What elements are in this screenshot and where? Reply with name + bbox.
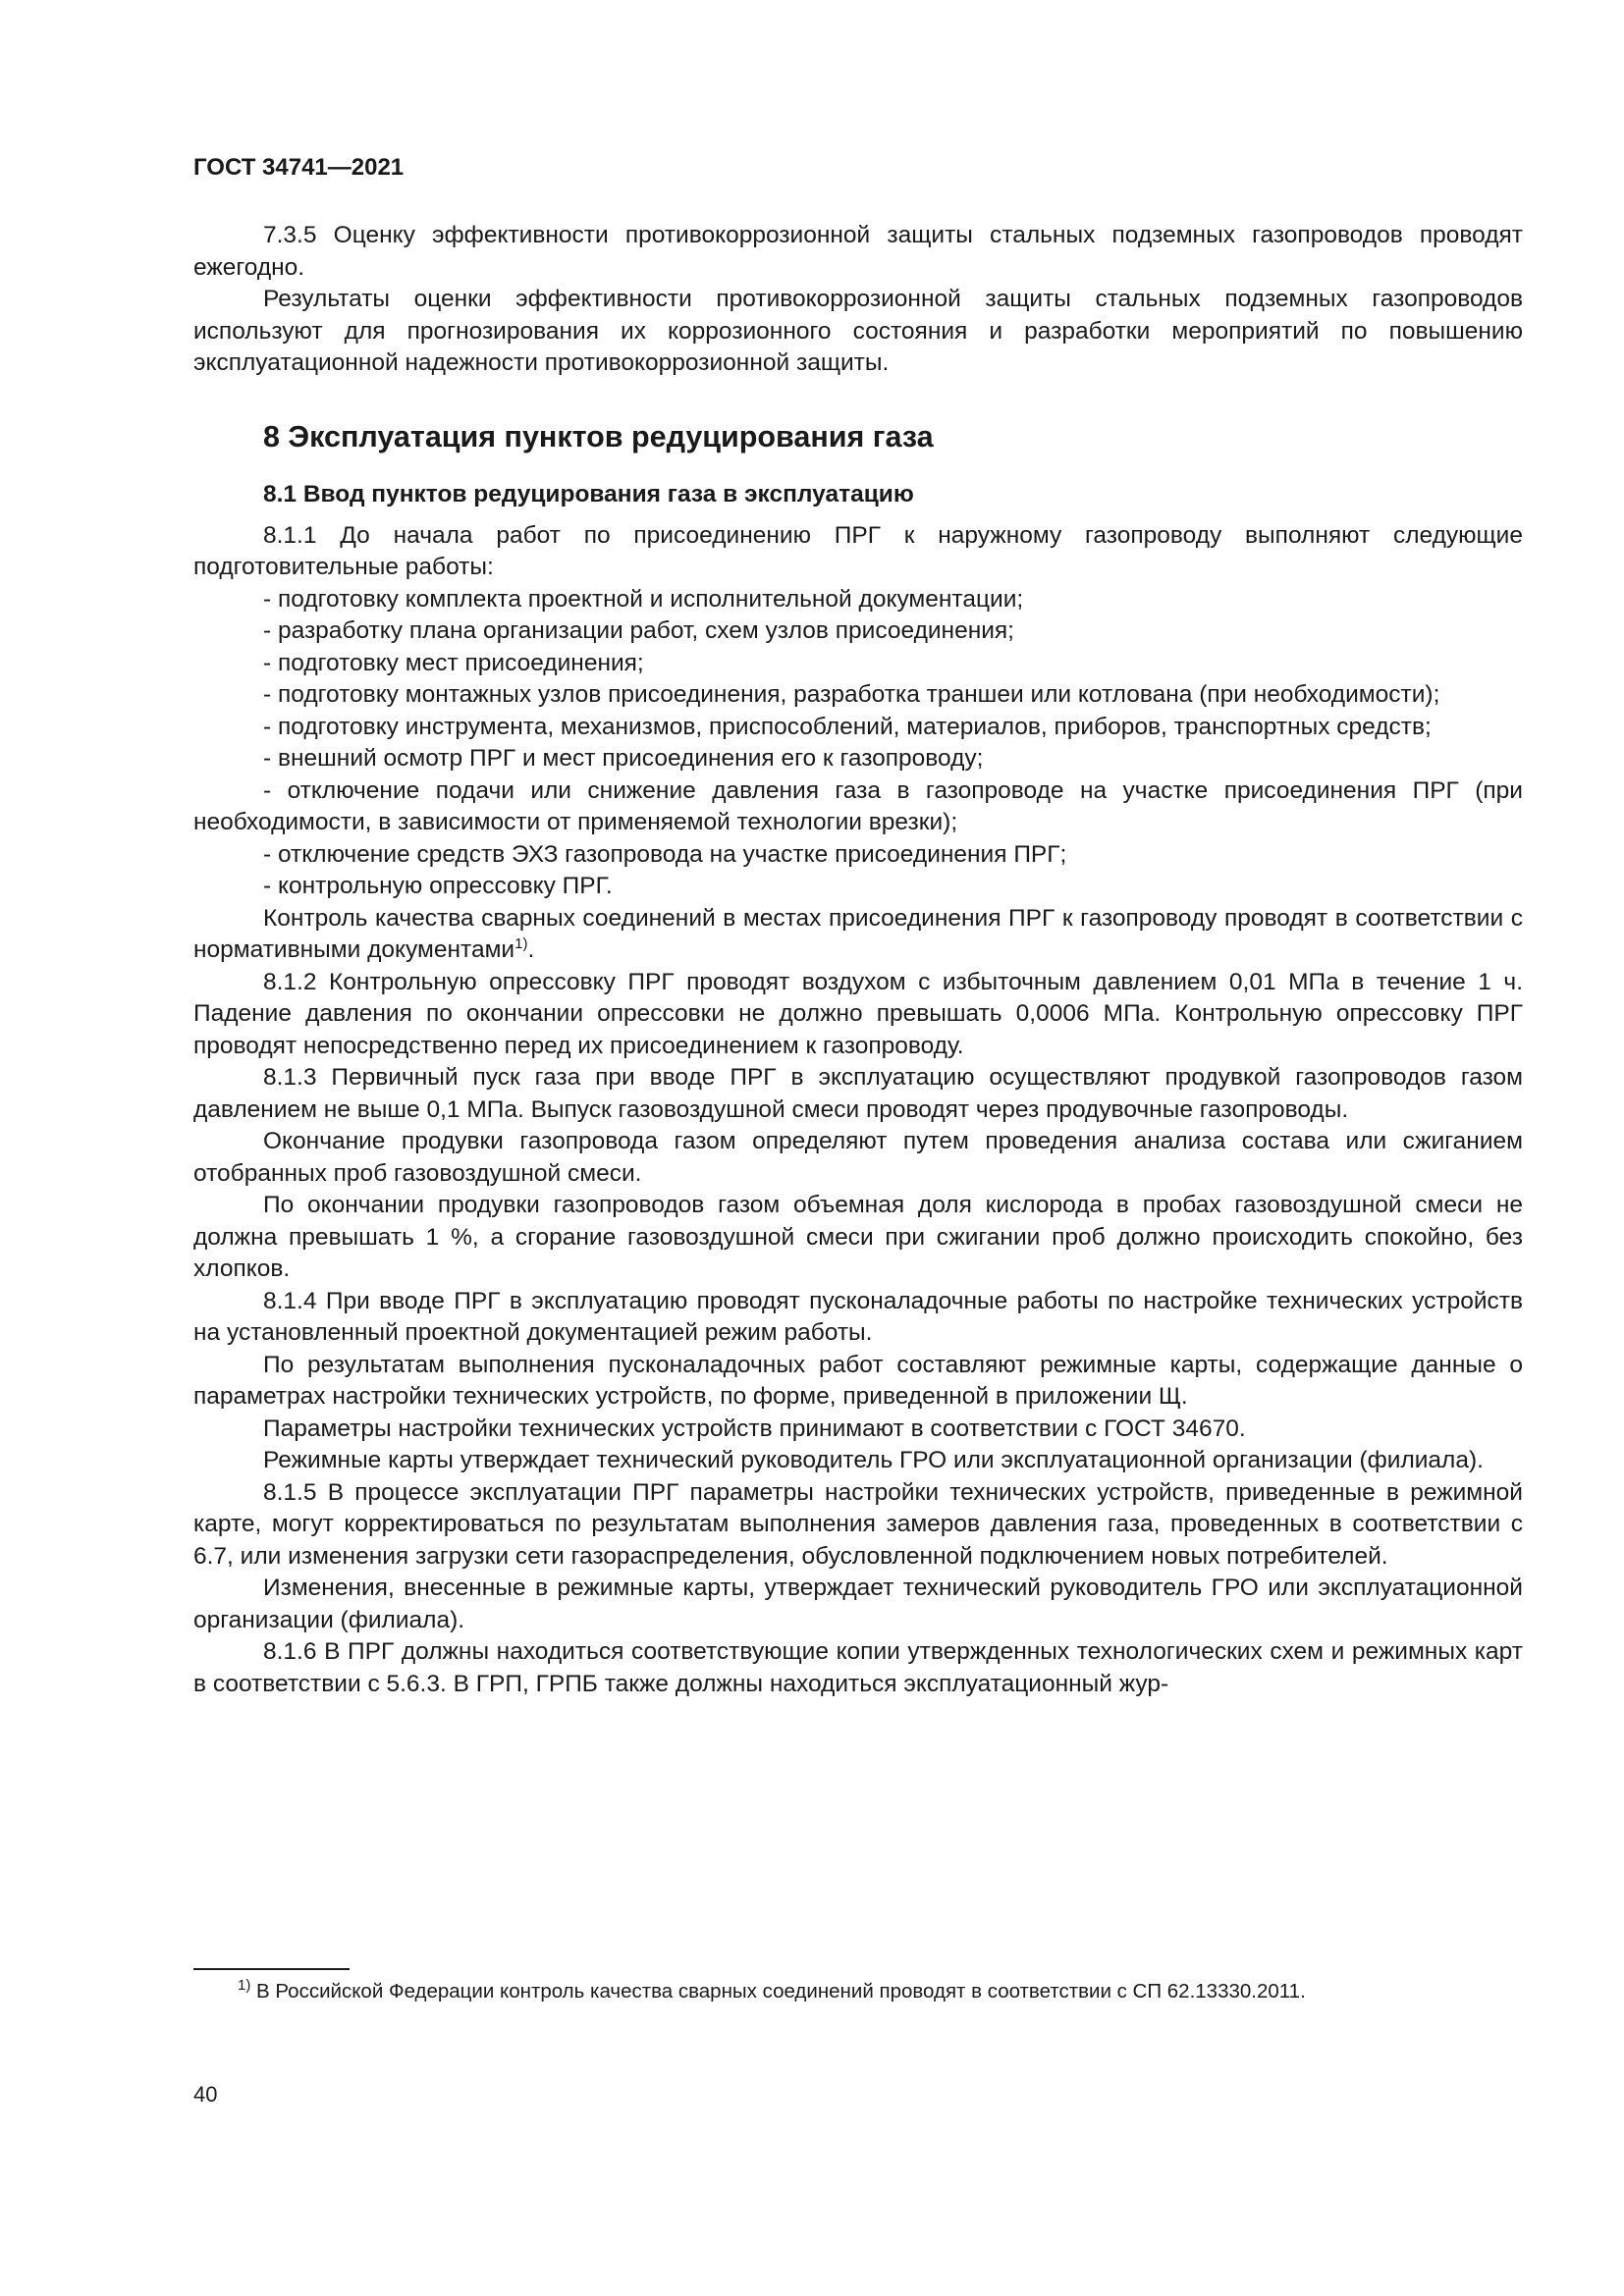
list-item: - подготовку инструмента, механизмов, приспособлений, материалов, приборов, транспортных средств;: [263, 713, 1432, 740]
list-item: - контрольную опрессовку ПРГ.: [263, 873, 613, 899]
footnote-divider: [193, 1968, 350, 1970]
paragraph-8-1-3: 8.1.3 Первичный пуск газа при вводе ПРГ в эксплуатацию осуществляют продувкой газопроводов газом давлением не выше 0,1 МПа. Выпуск газовоздушной смеси проводят через продувочные газопроводы.: [193, 1064, 1523, 1123]
paragraph-8-1-6: 8.1.6 В ПРГ должны находиться соответствующие копии утвержденных технологических схем и режимных карт в соответствии с 5.6.3. В ГРП, ГРПБ также должны находиться эксплуатационный жур-: [193, 1638, 1523, 1697]
paragraph-changes: Изменения, внесенные в режимные карты, утверждает технический руководитель ГРО или эксплуатационной организации (филиала).: [193, 1575, 1523, 1633]
paragraph-results: Результаты оценки эффективности противокоррозионной защиты стальных подземных газопроводов используют для прогнозирования их коррозионного состояния и разработки мероприятий по повышению эксплуатационной надежности противокоррозионной защиты.: [193, 286, 1523, 376]
list-item: - подготовку мест присоединения;: [263, 649, 644, 676]
paragraph-end-purge: Окончание продувки газопровода газом определяют путем проведения анализа состава или сжиганием отобранных проб газовоздушной смеси.: [193, 1128, 1523, 1187]
list-item: - подготовку монтажных узлов присоединения, разработка траншеи или котлована (при необходимости);: [263, 681, 1440, 708]
document-body: [193, 220, 1523, 1700]
paragraph-8-1-4: 8.1.4 При вводе ПРГ в эксплуатацию проводят пусконаладочные работы по настройке технических устройств на установленный проектной документацией режим работы.: [193, 1287, 1523, 1346]
page-number: 40: [193, 2082, 218, 2107]
preparation-list: [193, 584, 1523, 903]
section-title: 8 Эксплуатация пунктов редуцирования газа: [263, 419, 934, 454]
footnote-text: В Российской Федерации контроль качества сварных соединений проводят в соответствии с СП 62.13330.2011.: [250, 1980, 1306, 2002]
paragraph-8-1-1: 8.1.1 До начала работ по присоединению ПРГ к наружному газопроводу выполняют следующие подготовительные работы:: [193, 521, 1523, 580]
paragraph-oxygen: По окончании продувки газопроводов газом объемная доля кислорода в пробах газовоздушной смеси не должна превышать 1 %, а сгорание газовоздушной смеси при сжигании проб должно происходить спокойно, без хлопков.: [193, 1192, 1523, 1282]
subsection-title: 8.1 Ввод пунктов редуцирования газа в эксплуатацию: [263, 480, 914, 507]
list-item: - разработку плана организации работ, схем узлов присоединения;: [263, 617, 1014, 644]
paragraph-8-1-5: 8.1.5 В процессе эксплуатации ПРГ параметры настройки технических устройств, приведенные в режимной карте, могут корректироваться по результатам выполнения замеров давления газа, проведенных в соответствии с 6.7, или изменения загрузки сети газораспределения, обусловленной подключением новых потребителей.: [193, 1478, 1523, 1570]
document-code: ГОСТ 34741—2021: [193, 154, 405, 181]
paragraph-params: Параметры настройки технических устройств принимают в соответствии с ГОСТ 34670.: [263, 1415, 1246, 1442]
footnote-marker: 1): [238, 1977, 251, 1995]
footnote-reference[interactable]: 1): [514, 934, 528, 952]
weld-control-text: Контроль качества сварных соединений в местах присоединения ПРГ к газопроводу проводят в соответствии с нормативными документами: [193, 904, 1523, 963]
list-item: - внешний осмотр ПРГ и мест присоединения его к газопроводу;: [263, 745, 984, 772]
footnote: [193, 1977, 1523, 2006]
paragraph-approve: Режимные карты утверждает технический руководитель ГРО или эксплуатационной организации (филиала).: [263, 1447, 1484, 1473]
paragraph-weld-control: [193, 903, 1523, 967]
list-item: - отключение подачи или снижение давления газа в газопроводе на участке присоединения ПРГ (при необходимости, в зависимости от применяемой технологии врезки);: [193, 776, 1523, 835]
paragraph-regime-cards: По результатам выполнения пусконаладочных работ составляют режимные карты, содержащие данные о параметрах настройки технических устройств, по форме, приведенной в приложении Щ.: [193, 1351, 1523, 1410]
list-item: - подготовку комплекта проектной и исполнительной документации;: [263, 585, 1024, 613]
list-item: - отключение средств ЭХЗ газопровода на участке присоединения ПРГ;: [263, 840, 1067, 868]
paragraph-7-3-5: 7.3.5 Оценку эффективности противокоррозионной защиты стальных подземных газопроводов проводят ежегодно.: [193, 222, 1523, 281]
paragraph-8-1-2: 8.1.2 Контрольную опрессовку ПРГ проводят воздухом с избыточным давлением 0,01 МПа в течение 1 ч. Падение давления по окончании опрессовки не должно превышать 0,0006 МПа. Контрольную опрессовку ПРГ проводят непосредственно перед их присоединением к газопроводу.: [193, 968, 1523, 1059]
weld-control-end: .: [527, 936, 535, 963]
